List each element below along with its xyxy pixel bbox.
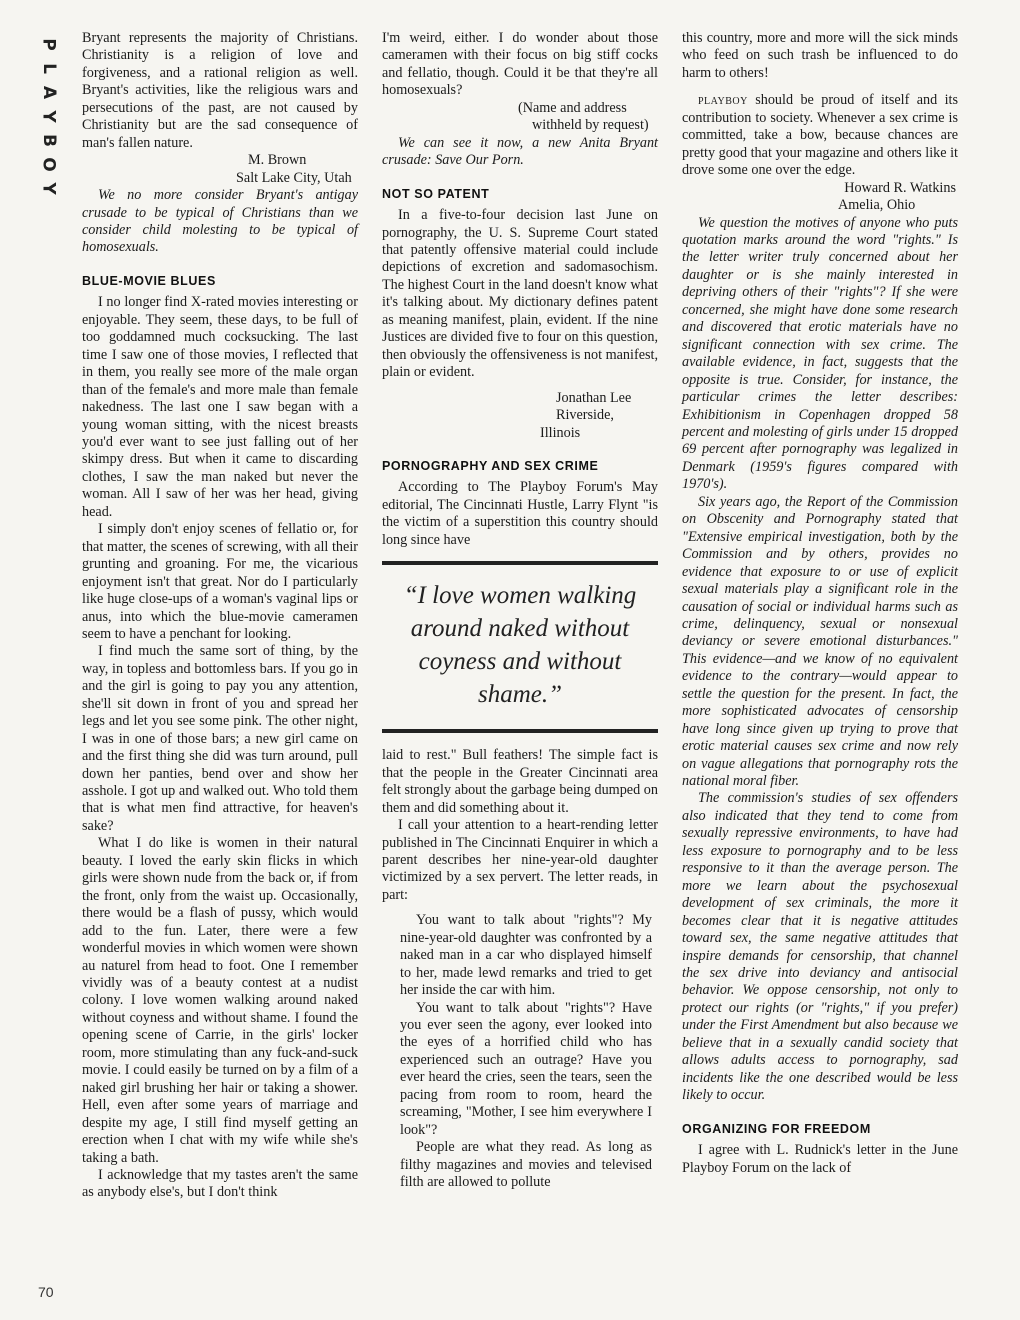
- section-heading: PORNOGRAPHY AND SEX CRIME: [382, 458, 599, 473]
- paragraph-text: should be proud of itself and its contribution to society. Whenever a sex crime is committed, take a bow, because chances are pretty good that your magazine and others like it drove some one over the edge.: [682, 92, 958, 179]
- paragraph: I simply don't enjoy scenes of fellatio or, for that matter, the scenes of screwing, with all their grunting and groaning. For me, the vicarious enjoyment isn't that great. Nor do I particularly like huge close-ups of a woman's vaginal lips or anus, into which the blue-movie cameramen seem to have a penchant for looking.: [82, 521, 358, 642]
- paragraph: I acknowledge that my tastes aren't the same as anybody else's, but I don't think: [82, 1167, 358, 1201]
- paragraph: I no longer find X-rated movies interesting or enjoyable. They seem, these days, to be full of too goddamned much cocksucking. The last time I saw one of those movies, I reflected that in them, you really see more of the male organ than of the female's and more male than female nakedness. The last one I saw began with a young woman sitting, with the nicest breasts you'd ever want to see just falling out of her skimpy dress. But when it came to discarding clothes, I saw the man naked but never the woman. All I saw of her was her head, giving head.: [82, 294, 358, 520]
- editor-reply: We no more consider Bryant's antigay crusade to be typical of Christians than we consider child molesting to be typical of homosexuals.: [82, 187, 358, 256]
- section-heading: NOT SO PATENT: [382, 186, 490, 201]
- paragraph: I agree with L. Rudnick's letter in the June Playboy Forum on the lack of: [682, 1142, 958, 1176]
- paragraph: laid to rest." Bull feathers! The simple fact is that the people in the Greater Cincinnati area felt strongly about the garbage being dumped on them and did something about it.: [382, 747, 658, 816]
- signature-name: Howard R. Watkins: [844, 179, 956, 196]
- column-1: [82, 30, 358, 1202]
- magazine-name: playboy: [698, 92, 748, 109]
- paragraph: Bryant represents the majority of Christians. Christianity is a religion of love and forgiveness, and a rational religion as well. Bryant's activities, like the religious wars and persecutions of the past, are not caused by Christianity but are the sad consequence of man's fallen nature.: [82, 30, 358, 151]
- masthead-letter: A: [38, 85, 59, 101]
- paragraph: I call your attention to a heart-rending letter published in The Cincinnati Enquirer in which a parent describes her nine-year-old daughter victimized by a sex pervert. The letter reads, in part:: [382, 817, 658, 903]
- editor-reply: We can see it now, a new Anita Bryant crusade: Save Our Porn.: [382, 134, 658, 169]
- masthead-letter: Y: [39, 182, 59, 196]
- paragraph: According to The Playboy Forum's May editorial, The Cincinnati Hustle, Larry Flynt "is the victim of a superstition this country should long since have: [382, 479, 658, 548]
- paragraph: this country, more and more will the sick minds who feed on such trash be influenced to do harm to others!: [682, 30, 958, 81]
- signature-name: (Name and address: [518, 99, 627, 116]
- column-3: [682, 30, 958, 1177]
- paragraph: I find much the same sort of thing, by the way, in topless and bottomless bars. If you go in and the girl is going to pay you any attention, she'll sit down in front of you and spread her legs and let you see some pink. The other night, I was in one of those bars; a new girl came on and the first thing she did was turn around, pull down her panties, bend over and show her asshole. I got up and walked out. Who told them that is what men find attractive, for heaven's sake?: [82, 643, 358, 834]
- column-2: [382, 30, 658, 1192]
- signature-name: M. Brown: [248, 152, 307, 169]
- pull-quote: “I love women walking around naked without coyness and without shame.”: [382, 561, 658, 733]
- masthead-letter: P: [39, 38, 59, 52]
- masthead-letter: Y: [39, 110, 59, 124]
- editor-reply: The commission's studies of sex offenders also indicated that they tend to come from sexually repressive environments, to have had less exposure to pornography and to be less responsive to it than the average person. The more we learn about the psychosexual development of sex criminals, the more it becomes clear that it is negative attitudes toward sex, the same negative attitudes that inspire demands for censorship, that channel the sex drive into deviancy and antisocial behavior. We oppose censorship, not only to protect our rights (or "rights," if you prefer) under the First Amendment but also because we believe that in a sexually candid society that allows adults access to pornography, sad incidents like the one described would be less likely to occur.: [682, 790, 958, 1104]
- quoted-letter: People are what they read. As long as filthy magazines and movies and televised filth are allowed to pollute: [400, 1139, 652, 1191]
- signature-place: withheld by request): [532, 117, 649, 134]
- paragraph: In a five-to-four decision last June on pornography, the U. S. Supreme Court stated that patently offensive material could include depictions of excretion and sadomasochism. The highest Court in the land doesn't know what it's talking about. My dictionary defines patent as meaning manifest, plain, evident. If the nine Justices are divided five to four on this question, then obviously the offensiveness is not manifest, plain or evident.: [382, 207, 658, 381]
- section-heading: BLUE-MOVIE BLUES: [82, 273, 216, 288]
- signature-place: Riverside, Illinois: [540, 407, 614, 441]
- editor-reply: We question the motives of anyone who puts quotation marks around the word "rights." Is the letter writer truly concerned about her daughter or is she mainly interested in depriving others of their "rights"? If she were concerned, she might have done some research and discovered that erotic materials have no significant connection with sex crime. The available evidence, in fact, suggests that the opposite is true. Consider, for instance, the particular crimes the letter describes: Exhibitionism in Copenhagen dropped 58 percent and molesting of girls under 15 dropped 69 percent after pornography was legalized in Denmark (1959's figures compared with 1970's).: [682, 214, 958, 493]
- masthead-letter: O: [38, 157, 59, 173]
- quoted-letter: You want to talk about "rights"? Have you ever seen the agony, ever looked into the eyes of a horrified child who has experienced such an outrage? Have you ever heard the cries, seen the tears, seen the pacing from room to room, heard the screaming, "Mother, I see him everywhere I look"?: [400, 999, 652, 1138]
- masthead-letter: B: [39, 134, 59, 148]
- masthead-letter: L: [39, 63, 59, 75]
- quoted-letter: You want to talk about "rights"? My nine-year-old daughter was confronted by a naked man in a car who displayed himself to her, made lewd remarks and tried to get her inside the car with him.: [400, 912, 652, 999]
- signature-place: Salt Lake City, Utah: [236, 169, 352, 186]
- editor-reply: Six years ago, the Report of the Commission on Obscenity and Pornography stated that "Extensive empirical investigation, both by the Commission and by others, provides no evidence that exposure to or use of explicit sexual materials play a significant role in the causation of social or individual harms such as crime, delinquency, sexual or nonsexual deviancy or severe emotional disturbances." This evidence—and we know of no equivalent evidence to the contrary—would appear to settle the question for the present. In fact, the more sophisticated advocates of censorship have long since given up trying to prove that erotic material causes sex crime and now rely on vague allegations that pornography rots the national moral fiber.: [682, 493, 958, 790]
- masthead: [36, 36, 62, 198]
- paragraph: [682, 92, 958, 179]
- signature-place: Amelia, Ohio: [838, 197, 916, 214]
- page-number: 70: [38, 1284, 54, 1300]
- paragraph: What I do like is women in their natural beauty. I loved the early skin flicks in which girls were shown nude from the back or, if from the front, only from the waist up. Occasionally, there would be a flash of pussy, which would add to the fun. Later, there were a few wonderful movies in which women were shown au naturel from head to foot. One I remember vividly was of a beauty contest at a nudist colony. I love women walking around naked without coyness and without shame. I found the opening scene of Carrie, in the girls' locker room, more stimulating than any fuck-and-suck movie. I could easily be turned on by a film of a naked girl brushing her hair or taking a shower. Hell, even after some years of marriage and despite my age, I still find myself getting an erection when I chat with my wife while she's taking a bath.: [82, 835, 358, 1166]
- section-heading: ORGANIZING FOR FREEDOM: [682, 1121, 871, 1136]
- signature-name: Jonathan Lee: [556, 389, 632, 406]
- paragraph: I'm weird, either. I do wonder about those cameramen with their focus on big stiff cocks and fellatio, though. Could it be that they're all homosexuals?: [382, 30, 658, 99]
